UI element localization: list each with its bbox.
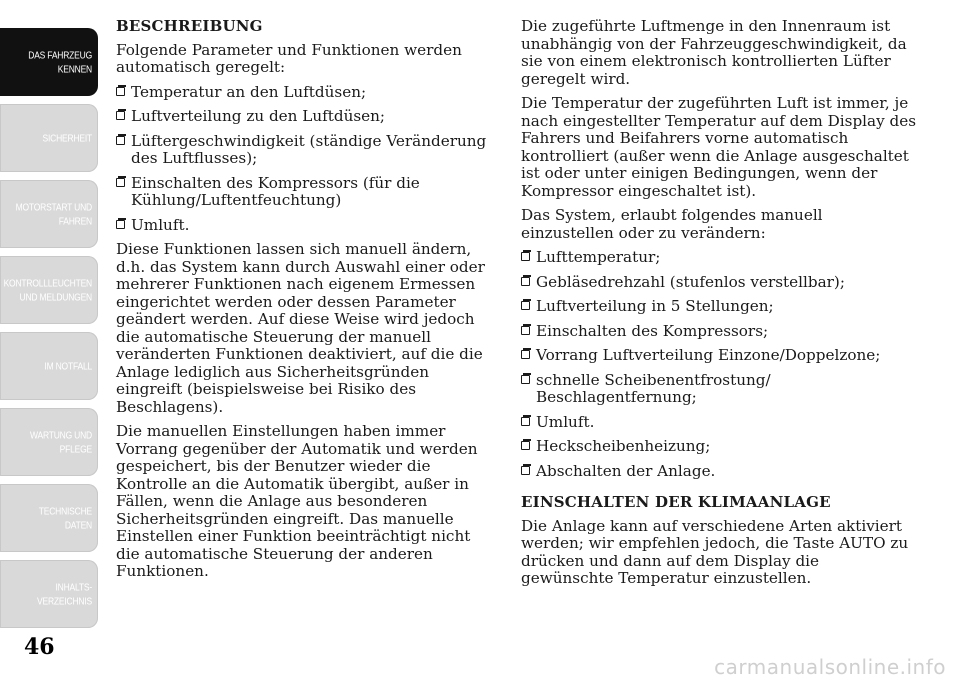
tab-wartung-und-pflege[interactable] [0, 408, 98, 476]
list-item-text: Einschalten des Kompressors; [536, 321, 769, 340]
section-heading-beschreibung: BESCHREIBUNG [116, 17, 263, 35]
tab-label: KONTROLLLEUCHTEN UND MELDUNGEN [3, 277, 92, 303]
list-item [521, 438, 916, 456]
checkbox-bullet-icon [521, 252, 530, 261]
list-item-text: Lüftergeschwindigkeit (ständige Veränderung des Luftflusses); [131, 131, 487, 167]
checkbox-bullet-icon [116, 136, 125, 145]
list-item-text: Luftverteilung in 5 Stellungen; [536, 297, 774, 315]
right-column [521, 18, 916, 595]
list-item-text: schnelle Scheibenentfrostung/ Beschlagentfernung; [536, 370, 771, 406]
checkbox-bullet-icon [116, 178, 125, 187]
list-item-text: Umluft. [536, 412, 595, 431]
section-heading-einschalten: EINSCHALTEN DER KLIMAANLAGE [521, 493, 831, 511]
tab-label: MOTORSTART UND FAHREN [15, 201, 92, 227]
list-item [521, 347, 916, 365]
tab-label: TECHNISCHE DATEN [38, 505, 92, 531]
list-item [521, 372, 916, 407]
list-item [116, 108, 496, 126]
list-item-text: Umluft. [131, 215, 190, 234]
list-item [116, 175, 496, 210]
checkbox-bullet-icon [116, 220, 125, 229]
tab-label: IM NOTFALL [44, 360, 92, 372]
auto-functions-list [116, 84, 496, 235]
page-number: 46 [24, 634, 55, 660]
checkbox-bullet-icon [521, 441, 530, 450]
checkbox-bullet-icon [521, 375, 530, 384]
list-item-text: Einschalten des Kompressors (für die Kühlung/Luftentfeuchtung) [131, 173, 420, 209]
checkbox-bullet-icon [521, 466, 530, 475]
list-item-text: Vorrang Luftverteilung Einzone/Doppelzone; [536, 346, 881, 364]
list-item [521, 414, 916, 432]
list-item-text: Heckscheibenheizung; [536, 437, 711, 455]
activation-paragraph: Die Anlage kann auf verschiedene Arten aktiviert werden; wir empfehlen jedoch, die Taste AUTO zu drücken und dann auf dem Display die gewünschte Temperatur einzustellen. [521, 516, 909, 587]
tab-kontrollleuchten-und-meldungen[interactable] [0, 256, 98, 324]
checkbox-bullet-icon [116, 111, 125, 120]
watermark: carmanualsonline.info [714, 655, 946, 679]
list-item [521, 274, 916, 292]
list-item [521, 298, 916, 316]
list-item [116, 217, 496, 235]
left-column [116, 18, 496, 588]
list-item-text: Gebläsedrehzahl (stufenlos verstellbar); [536, 272, 845, 291]
list-item [116, 84, 496, 102]
chapter-sidebar [0, 0, 100, 640]
temperature-paragraph: Die Temperatur der zugeführten Luft ist immer, je nach eingestellter Temperatur auf dem Display des Fahrers und Beifahrers vorne automatisch kontrolliert (außer wenn die Anlage ausgeschaltet ist oder unter einigen Bedingungen, wenn der Kompressor eingeschaltet ist). [521, 94, 917, 200]
list-item [521, 463, 916, 481]
list-item [521, 249, 916, 267]
list-item-text: Luftverteilung zu den Luftdüsen; [131, 107, 386, 125]
checkbox-bullet-icon [521, 417, 530, 426]
list-item-text: Temperatur an den Luftdüsen; [131, 82, 367, 101]
tab-im-notfall[interactable] [0, 332, 98, 400]
tab-technische-daten[interactable] [0, 484, 98, 552]
tab-sicherheit[interactable] [0, 104, 98, 172]
list-item [116, 133, 496, 168]
tab-motorstart-und-fahren[interactable] [0, 180, 98, 248]
manual-priority-paragraph: Die manuellen Einstellungen haben immer Vorrang gegenüber der Automatik und werden gespeichert, bis der Benutzer wieder die Kontrolle an die Automatik übergibt, außer in Fällen, wenn die Anlage aus besonderen Sicherheitsgründen eingreift. Das manuelle Einstellen einer Funktion beeinträchtigt nicht die automatische Steuerung der anderen Funktionen. [116, 422, 478, 580]
checkbox-bullet-icon [116, 87, 125, 96]
tab-label: DAS FAHRZEUG KENNEN [28, 49, 92, 75]
manual-settings-list [521, 249, 916, 480]
intro-paragraph: Folgende Parameter und Funktionen werden automatisch geregelt: [116, 40, 462, 76]
checkbox-bullet-icon [521, 350, 530, 359]
manual-settings-intro: Das System, erlaubt folgendes manuell einzustellen oder zu verändern: [521, 206, 823, 242]
list-item-text: Abschalten der Anlage. [536, 461, 716, 480]
tab-das-fahrzeug-kennen[interactable] [0, 28, 98, 96]
checkbox-bullet-icon [521, 277, 530, 286]
tab-label: SICHERHEIT [42, 132, 92, 144]
airflow-paragraph: Die zugeführte Luftmenge in den Innenraum ist unabhängig von der Fahrzeuggeschwindigkeit, da sie von einem elektronisch kontrollierten Lüfter geregelt wird. [521, 17, 907, 88]
checkbox-bullet-icon [521, 326, 530, 335]
tab-inhaltsverzeichnis[interactable] [0, 560, 98, 628]
tab-label: WARTUNG UND PFLEGE [29, 429, 92, 455]
list-item-text: Lufttemperatur; [536, 248, 661, 266]
manual-change-paragraph: Diese Funktionen lassen sich manuell ändern, d.h. das System kann durch Auswahl einer oder mehrerer Funktionen nach eigenem Ermessen eingerichtet werden oder dessen Parameter geändert werden. Auf diese Weise wird jedoch die automatische Steuerung der manuell veränderten Funktionen deaktiviert, auf die die Anlage lediglich aus Sicherheitsgründen eingreift (beispielsweise bei Risiko des Beschlagens). [116, 240, 485, 416]
checkbox-bullet-icon [521, 301, 530, 310]
list-item [521, 323, 916, 341]
tab-label: INHALTS- VERZEICHNIS [37, 581, 92, 607]
